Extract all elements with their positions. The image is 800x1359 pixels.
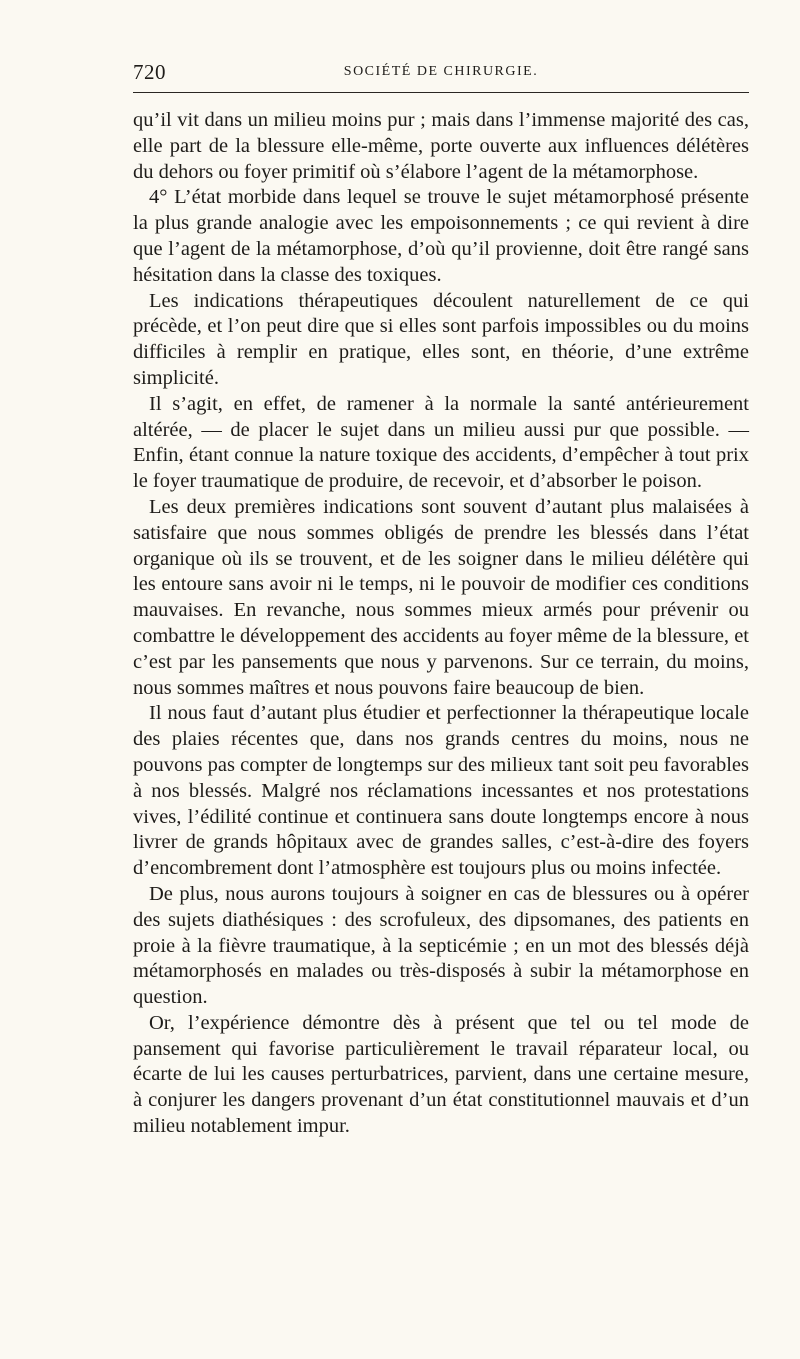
- header-rule: [133, 92, 749, 93]
- paragraph-point-4: 4° L’état morbide dans lequel se trouve le sujet métamorphosé présente la plus grande analogie avec les empoisonnements ; ce qui revient à dire que l’agent de la métamorphose, d’où qu’il provienne, doit être rangé sans hésitation dans la classe des toxiques.: [133, 186, 749, 286]
- paragraph-ramener: Il s’agit, en effet, de ramener à la normale la santé antérieurement altérée, — de placer le sujet dans un milieu aussi pur que possible. — Enfin, étant connue la nature toxique des accidents, d’empêcher à tout prix le foyer traumatique de produire, de recevoir, et d’absorber le poison.: [133, 392, 749, 493]
- paragraph-experience: Or, l’expérience démontre dès à présent que tel ou tel mode de pansement qui favorise particulièrement le travail réparateur local, ou écarte de lui les causes perturbatrices, parvient, dans une certaine mesure, à conjurer les dangers provenant d’un état constitutionnel mauvais et d’un milieu notablement impur.: [133, 1011, 749, 1138]
- running-head: SOCIÉTÉ DE CHIRURGIE.: [343, 64, 539, 79]
- paragraph-therapeutique-locale: Il nous faut d’autant plus étudier et perfectionner la thérapeutique locale des plaies récentes que, dans nos grands centres du moins, nous ne pouvons pas compter de longtemps sur des milieux tant soit peu favorables à nos blessés. Malgré nos réclamations incessantes et nos protestations vives, l’édilité continue et continuera sans doute longtemps encore à nous livrer de grands hôpitaux avec de grandes salles, c’est-à-dire des foyers d’encombrement dont l’atmosphère est toujours plus ou moins infectée.: [133, 702, 749, 880]
- paragraph-indications: Les indications thérapeutiques découlent naturellement de ce qui précède, et l’on peut dire que si elles sont parfois impossibles ou du moins difficiles à remplir en pratique, elles sont, en théorie, d’une extrême simplicité.: [133, 289, 749, 389]
- paragraph-continued: qu’il vit dans un milieu moins pur ; mais dans l’immense majorité des cas, elle part de la blessure elle-même, porte ouverte aux influences délétères du dehors ou foyer primitif où s’élabore l’agent de la métamorphose.: [133, 109, 749, 183]
- page-number: 720: [133, 60, 166, 84]
- body-text: [133, 108, 749, 1140]
- page-header: [133, 60, 749, 90]
- paragraph-de-plus: De plus, nous aurons toujours à soigner en cas de blessures ou à opérer des sujets diathésiques : des scrofuleux, des dipsomanes, des patients en proie à la fièvre traumatique, à la septicémie ; en un mot des blessés déjà métamorphosés en malades ou très-disposés à subir la métamorphose en question.: [133, 882, 749, 1009]
- paragraph-premieres-indications: Les deux premières indications sont souvent d’autant plus malaisées à satisfaire que nous sommes obligés de prendre les blessés dans l’état organique où ils se trouvent, et de les soigner dans le milieu délétère qui les entoure sans avoir ni le temps, ni le pouvoir de modifier ces conditions mauvaises. En revanche, nous sommes mieux armés pour prévenir ou combattre le développement des accidents au foyer même de la blessure, et c’est par les pansements que nous y parvenons. Sur ce terrain, du moins, nous sommes maîtres et nous pouvons faire beaucoup de bien.: [133, 495, 749, 699]
